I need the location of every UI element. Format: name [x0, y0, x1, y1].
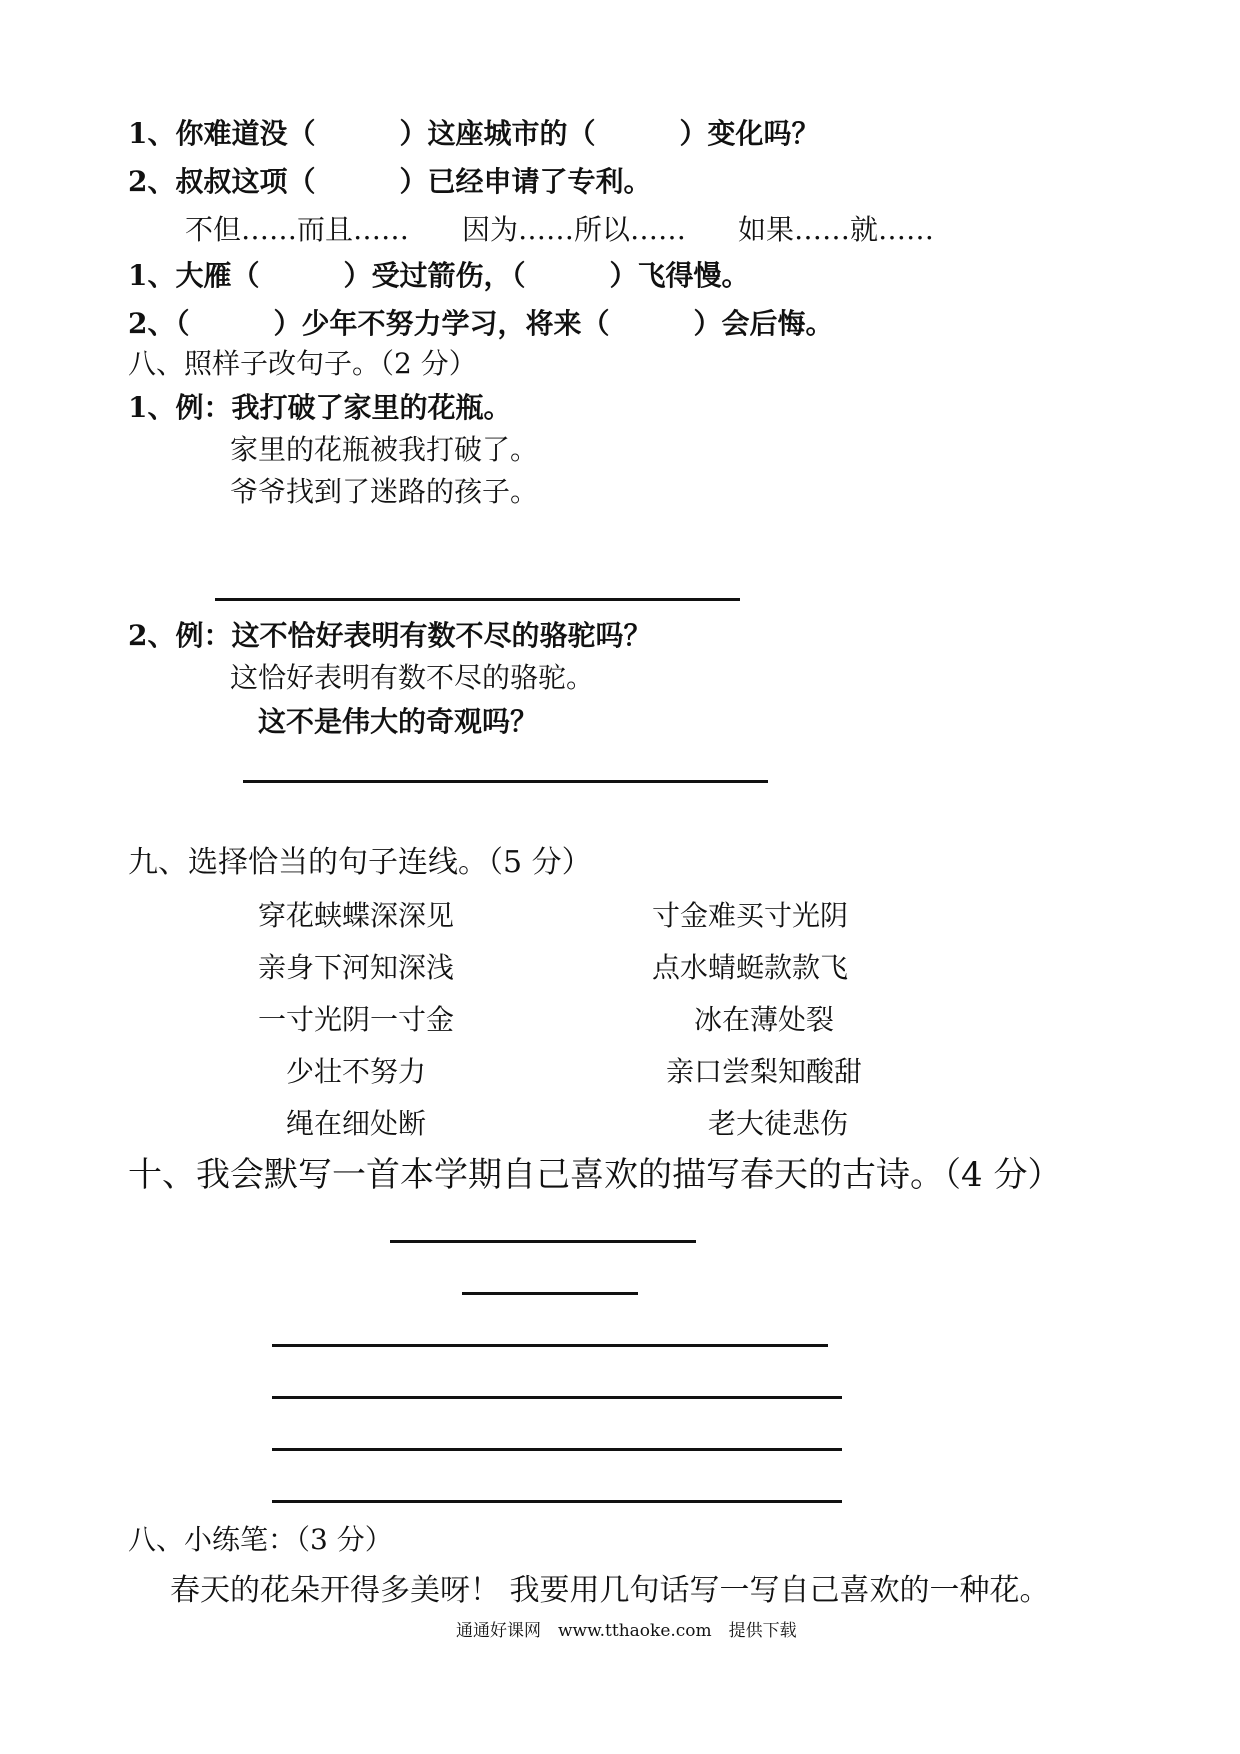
example-1-sentence: 1、例：我打破了家里的花瓶。	[128, 391, 512, 424]
answer-line-1	[215, 598, 740, 601]
poem-title-line	[390, 1240, 696, 1243]
example-2-sentence: 2、例：这不恰好表明有数不尽的骆驼吗？	[128, 619, 652, 652]
poem-line-3	[272, 1448, 842, 1451]
match-left-5: 绳在细处断	[286, 1107, 427, 1140]
footer-source: 通通好课网 www.tthaoke.com 提供下载	[456, 1621, 797, 1641]
s7-question-2: 2、叔叔这项（ ）已经申请了专利。	[128, 165, 652, 198]
poem-line-2	[272, 1396, 842, 1399]
match-left-4: 少壮不努力	[286, 1055, 427, 1088]
conjunction-option-2: 因为……所以……	[462, 213, 687, 246]
match-right-3: 冰在薄处裂	[694, 1003, 835, 1036]
section-8-heading: 八、照样子改句子。（2 分）	[128, 347, 477, 380]
poem-author-line	[462, 1292, 638, 1295]
conjunction-option-3: 如果……就……	[738, 213, 935, 246]
example-2-answer: 这恰好表明有数不尽的骆驼。	[230, 661, 595, 694]
poem-line-1	[272, 1344, 828, 1347]
conjunction-option-1: 不但……而且……	[185, 213, 410, 246]
match-left-2: 亲身下河知深浅	[258, 951, 455, 984]
s7-question-3: 1、大雁（ ）受过箭伤，（ ）飞得慢。	[128, 259, 750, 292]
match-right-1: 寸金难买寸光阴	[652, 899, 849, 932]
s7-question-1: 1、你难道没（ ）这座城市的（ ）变化吗？	[128, 117, 820, 150]
section-9-heading: 九、选择恰当的句子连线。（5 分）	[128, 845, 592, 880]
answer-line-2	[243, 780, 768, 783]
exercise-2-sentence: 这不是伟大的奇观吗？	[258, 705, 539, 738]
example-1-answer: 家里的花瓶被我打破了。	[230, 433, 539, 466]
writing-heading: 八、小练笔：（3 分）	[128, 1523, 393, 1556]
writing-prompt: 春天的花朵开得多美呀！ 我要用几句话写一写自己喜欢的一种花。	[170, 1573, 1050, 1608]
s7-question-4: 2、（ ）少年不努力学习，将来（ ）会后悔。	[128, 307, 834, 340]
match-left-3: 一寸光阴一寸金	[258, 1003, 455, 1036]
exercise-1-sentence: 爷爷找到了迷路的孩子。	[230, 475, 539, 508]
match-right-2: 点水蜻蜓款款飞	[652, 951, 849, 984]
section-10-heading: 十、我会默写一首本学期自己喜欢的描写春天的古诗。（4 分）	[128, 1155, 1062, 1195]
match-left-1: 穿花蛱蝶深深见	[258, 899, 455, 932]
match-right-4: 亲口尝梨知酸甜	[666, 1055, 863, 1088]
poem-line-4	[272, 1500, 842, 1503]
match-right-5: 老大徒悲伤	[708, 1107, 849, 1140]
